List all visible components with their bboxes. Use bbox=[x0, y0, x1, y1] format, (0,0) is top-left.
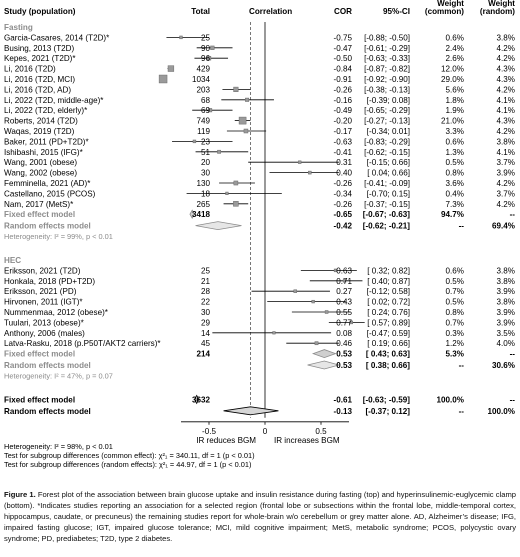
study-weight-random: 3.8% bbox=[496, 297, 515, 307]
study-total: 30 bbox=[200, 308, 210, 317]
study-total: 30 bbox=[200, 168, 210, 178]
study-weight-random: 4.3% bbox=[496, 64, 515, 74]
study-cor: 0.40 bbox=[336, 168, 352, 178]
study-ci: [ 0.04; 0.66] bbox=[367, 168, 410, 178]
header-cor: COR bbox=[334, 7, 352, 16]
study-ci: [-0.47; 0.59] bbox=[366, 328, 410, 338]
caption-label: Figure 1. bbox=[4, 490, 36, 499]
study-total: 18 bbox=[200, 189, 210, 199]
study-ci: [-0.92; -0.90] bbox=[364, 75, 410, 84]
study-weight-common: 1.3% bbox=[445, 147, 464, 157]
study-label: Anthony, 2006 (males) bbox=[4, 328, 85, 338]
study-cor: 0.63 bbox=[336, 266, 352, 276]
header-total: Total bbox=[191, 7, 210, 16]
study-cor: 0.46 bbox=[336, 339, 352, 349]
study-label: Baker, 2011 (PD+T2D)* bbox=[4, 137, 89, 147]
study-label: Garcia-Casares, 2014 (T2D)* bbox=[4, 33, 110, 43]
study-ci: [-0.70; 0.15] bbox=[366, 189, 410, 199]
point-estimate bbox=[234, 87, 239, 92]
study-label: Li, 2016 (T2D, AD) bbox=[4, 85, 72, 95]
study-ci: [-0.41; -0.09] bbox=[364, 179, 410, 188]
study-ci: [-0.37; -0.15] bbox=[364, 199, 410, 209]
study-label: Eriksson, 2021 (PD) bbox=[4, 287, 77, 297]
point-estimate bbox=[168, 66, 174, 72]
random-model-weight-common: -- bbox=[458, 406, 464, 416]
point-estimate bbox=[312, 300, 315, 303]
study-cor: 0.71 bbox=[336, 276, 352, 286]
study-weight-random: 4.2% bbox=[496, 43, 515, 53]
study-weight-random: 4.1% bbox=[496, 106, 515, 116]
study-label: Ishibashi, 2015 (IFG)* bbox=[4, 147, 83, 157]
study-total: 25 bbox=[200, 266, 210, 276]
study-label: Nummenmaa, 2012 (obese)* bbox=[4, 308, 108, 317]
study-total: 45 bbox=[200, 339, 210, 349]
footer-statistic: Test for subgroup differences (common effect): χ²₁ = 340.11, df = 1 (p < 0.01) bbox=[4, 450, 255, 460]
study-total: 265 bbox=[196, 199, 210, 209]
study-cor: -0.84 bbox=[333, 64, 352, 74]
footer-statistic: Heterogeneity: I² = 98%, p < 0.01 bbox=[4, 441, 113, 451]
study-total: 25 bbox=[200, 33, 210, 43]
fixed-model-cor: -0.61 bbox=[333, 395, 352, 405]
point-estimate bbox=[193, 140, 196, 143]
group-heterogeneity: Heterogeneity: I² = 47%, p = 0.07 bbox=[4, 371, 113, 381]
study-ci: [-0.62; -0.15] bbox=[364, 147, 410, 157]
random-model-label: Random effects model bbox=[4, 361, 91, 370]
header-correlation: Correlation bbox=[249, 7, 293, 16]
study-weight-common: 2.6% bbox=[445, 54, 464, 64]
study-total: 28 bbox=[200, 287, 210, 297]
study-total: 1034 bbox=[191, 75, 210, 84]
study-cor: -0.20 bbox=[333, 116, 352, 126]
study-weight-common: 0.7% bbox=[445, 287, 464, 297]
study-ci: [-0.27; -0.13] bbox=[364, 116, 410, 126]
point-estimate bbox=[315, 342, 318, 345]
study-weight-random: 3.9% bbox=[496, 318, 515, 328]
study-label: Kepes, 2021 (T2D)* bbox=[4, 54, 76, 64]
study-weight-common: 0.4% bbox=[445, 189, 464, 199]
study-ci: [ 0.32; 0.82] bbox=[367, 266, 410, 276]
random-model-label: Random effects model bbox=[4, 406, 91, 416]
study-ci: [ 0.40; 0.87] bbox=[367, 276, 410, 286]
study-weight-random: 4.2% bbox=[496, 179, 515, 188]
study-weight-common: 0.7% bbox=[445, 318, 464, 328]
study-ci: [-0.88; -0.50] bbox=[364, 33, 410, 43]
x-tick-label: 0.5 bbox=[315, 426, 327, 436]
figure-caption bbox=[4, 489, 516, 544]
point-estimate bbox=[308, 171, 311, 174]
random-effects-diamond bbox=[308, 361, 339, 369]
study-cor: -0.16 bbox=[333, 95, 352, 105]
study-label: Femminella, 2021 (AD)* bbox=[4, 179, 91, 188]
x-axis-label-left: IR reduces BGM bbox=[196, 435, 257, 445]
study-weight-random: 3.7% bbox=[496, 189, 515, 199]
fixed-model-weight-random: -- bbox=[509, 349, 515, 359]
study-weight-common: 0.6% bbox=[445, 33, 464, 43]
study-label: Eriksson, 2021 (T2D) bbox=[4, 266, 81, 276]
caption-text: Forest plot of the association between brain glucose uptake and insulin resistance during fasting (top) and hyperinsulinemic-euglycemic clamp (bottom). *Indicates studies reporting an association for a selected region (frontal lobe or subsections within the frontal lobe, middle-temporal cortex, hippocampus, caudate, or precuneus) the remaining studies report for whole-brain w/o cerebellum or grey matter alone. AD, Alzheimer’s disease; IFG, impaired fasting glucose; IGT, impaired glucose tolerance; MCI, mild cognitive impairment; MetS, metabolic syndrome; PCOS, polycystic ovary syndrome; PD, prediabetes; T2D, type 2 diabetes. bbox=[4, 490, 516, 543]
study-cor: 0.55 bbox=[336, 308, 352, 317]
study-ci: [-0.83; -0.29] bbox=[364, 137, 410, 147]
study-cor: -0.26 bbox=[333, 179, 352, 188]
study-cor: 0.43 bbox=[336, 297, 352, 307]
study-label: Li, 2022 (T2D, middle-age)* bbox=[4, 95, 104, 105]
study-weight-random: 3.9% bbox=[496, 287, 515, 297]
study-cor: -0.49 bbox=[333, 106, 352, 116]
random-model-weight-random: 69.4% bbox=[492, 221, 515, 231]
fixed-model-total: 3632 bbox=[191, 395, 210, 405]
study-weight-random: 4.0% bbox=[496, 339, 515, 349]
study-label: Li, 2022 (T2D, elderly)* bbox=[4, 106, 88, 116]
study-weight-common: 21.0% bbox=[441, 116, 464, 126]
study-ci: [ 0.57; 0.89] bbox=[367, 318, 410, 328]
study-label: Wang, 2001 (obese) bbox=[4, 158, 78, 168]
study-cor: -0.63 bbox=[333, 137, 352, 147]
study-weight-common: 0.8% bbox=[445, 168, 464, 178]
study-weight-random: 4.2% bbox=[496, 127, 515, 136]
study-total: 96 bbox=[200, 54, 210, 64]
study-cor: -0.26 bbox=[333, 85, 352, 95]
study-total: 20 bbox=[200, 158, 210, 168]
study-weight-common: 1.9% bbox=[445, 106, 464, 116]
study-total: 23 bbox=[200, 137, 210, 147]
study-weight-common: 2.4% bbox=[445, 43, 464, 53]
study-ci: [-0.34; 0.01] bbox=[366, 127, 410, 136]
header-weight-random: Weight bbox=[488, 0, 515, 8]
study-total: 749 bbox=[196, 116, 210, 126]
point-estimate bbox=[273, 331, 276, 334]
study-weight-random: 4.1% bbox=[496, 95, 515, 105]
random-model-cor: 0.53 bbox=[336, 361, 352, 370]
study-weight-common: 0.5% bbox=[445, 276, 464, 286]
header-weight-common-sub: (common) bbox=[424, 7, 464, 16]
study-weight-random: 3.8% bbox=[496, 33, 515, 43]
point-estimate bbox=[245, 98, 248, 101]
study-cor: -0.75 bbox=[333, 33, 352, 43]
point-estimate bbox=[226, 192, 229, 195]
study-total: 21 bbox=[200, 276, 210, 286]
study-weight-common: 7.3% bbox=[445, 199, 464, 209]
study-weight-random: 4.2% bbox=[496, 199, 515, 209]
study-cor: 0.08 bbox=[336, 328, 352, 338]
study-weight-random: 3.8% bbox=[496, 266, 515, 276]
x-tick-label: 0 bbox=[262, 426, 268, 436]
study-label: Castellano, 2015 (PCOS) bbox=[4, 189, 96, 199]
study-weight-random: 3.5% bbox=[496, 328, 515, 338]
study-weight-random: 3.7% bbox=[496, 158, 515, 168]
study-total: 51 bbox=[200, 147, 210, 157]
group-title: Fasting bbox=[4, 23, 33, 32]
study-weight-common: 3.3% bbox=[445, 127, 464, 136]
study-label: Busing, 2013 (T2D) bbox=[4, 43, 75, 53]
point-estimate bbox=[180, 36, 183, 39]
study-label: Nam, 2017 (MetS)* bbox=[4, 199, 74, 209]
point-estimate bbox=[325, 311, 328, 314]
study-label: Wang, 2002 (obese) bbox=[4, 168, 78, 178]
study-cor: -0.50 bbox=[333, 54, 352, 64]
footer-statistic: Test for subgroup differences (random effects): χ²₁ = 44.97, df = 1 (p < 0.01) bbox=[4, 459, 252, 469]
random-model-weight-random: 100.0% bbox=[487, 406, 515, 416]
random-model-cor: -0.13 bbox=[333, 406, 352, 416]
fixed-model-weight-common: 100.0% bbox=[436, 395, 464, 405]
study-cor: 0.27 bbox=[336, 287, 352, 297]
fixed-model-ci: [-0.67; -0.63] bbox=[362, 210, 410, 220]
study-weight-random: 3.9% bbox=[496, 168, 515, 178]
x-axis-label-right: IR increases BGM bbox=[273, 435, 340, 445]
study-weight-common: 0.5% bbox=[445, 297, 464, 307]
random-model-ci: [-0.62; -0.21] bbox=[362, 221, 410, 231]
study-ci: [-0.15; 0.66] bbox=[366, 158, 410, 168]
study-weight-common: 0.8% bbox=[445, 308, 464, 317]
x-tick-label: -0.5 bbox=[202, 426, 216, 436]
study-cor: -0.26 bbox=[333, 199, 352, 209]
header-ci: 95%-CI bbox=[383, 7, 410, 16]
random-effects-diamond bbox=[224, 407, 279, 415]
header-study: Study (population) bbox=[4, 7, 76, 16]
fixed-model-ci: [-0.63; -0.59] bbox=[362, 395, 410, 405]
group-title: HEC bbox=[4, 256, 22, 265]
study-label: Tuulari, 2013 (obese)* bbox=[4, 318, 84, 328]
header-weight-common: Weight bbox=[437, 0, 464, 8]
study-weight-common: 1.2% bbox=[445, 339, 464, 349]
point-estimate bbox=[159, 75, 167, 83]
fixed-model-weight-common: 5.3% bbox=[445, 349, 464, 359]
study-cor: -0.47 bbox=[333, 43, 352, 53]
study-cor: 0.31 bbox=[336, 158, 352, 168]
header-weight-random-sub: (random) bbox=[479, 7, 515, 16]
study-cor: 0.77 bbox=[336, 318, 352, 328]
fixed-model-label: Fixed effect model bbox=[4, 210, 76, 220]
fixed-model-total: 214 bbox=[196, 349, 210, 359]
study-weight-random: 4.3% bbox=[496, 75, 515, 84]
random-model-ci: [-0.37; 0.12] bbox=[365, 406, 410, 416]
study-weight-random: 4.3% bbox=[496, 116, 515, 126]
study-ci: [-0.12; 0.58] bbox=[366, 287, 410, 297]
study-total: 14 bbox=[200, 328, 210, 338]
point-estimate bbox=[234, 181, 238, 185]
study-label: Roberts, 2014 (T2D) bbox=[4, 116, 78, 126]
study-label: Hirvonen, 2011 (IGT)* bbox=[4, 297, 83, 307]
fixed-effect-diamond bbox=[313, 350, 335, 358]
random-model-cor: -0.42 bbox=[333, 221, 352, 231]
study-weight-random: 4.2% bbox=[496, 85, 515, 95]
study-cor: -0.17 bbox=[333, 127, 352, 136]
study-ci: [-0.63; -0.33] bbox=[364, 54, 410, 64]
study-total: 90 bbox=[200, 43, 210, 53]
study-ci: [-0.39; 0.08] bbox=[366, 95, 410, 105]
study-total: 29 bbox=[200, 318, 210, 328]
group-heterogeneity: Heterogeneity: I² = 99%, p < 0.01 bbox=[4, 232, 113, 241]
study-weight-common: 0.6% bbox=[445, 266, 464, 276]
fixed-model-weight-random: -- bbox=[509, 395, 515, 405]
study-total: 130 bbox=[196, 179, 210, 188]
study-total: 68 bbox=[200, 95, 210, 105]
study-total: 22 bbox=[200, 297, 210, 307]
study-label: Li, 2016 (T2D) bbox=[4, 64, 56, 74]
study-weight-common: 1.8% bbox=[445, 95, 464, 105]
point-estimate bbox=[211, 46, 215, 50]
random-model-weight-common: -- bbox=[458, 221, 464, 231]
study-weight-common: 0.3% bbox=[445, 328, 464, 338]
study-total: 203 bbox=[196, 85, 210, 95]
study-weight-random: 4.2% bbox=[496, 54, 515, 64]
study-total: 69 bbox=[200, 106, 210, 116]
study-ci: [-0.65; -0.29] bbox=[364, 106, 410, 116]
study-weight-random: 3.8% bbox=[496, 276, 515, 286]
study-cor: -0.91 bbox=[333, 75, 352, 84]
study-label: Latva-Rasku, 2018 (p.P50T/AKT2 carriers)* bbox=[4, 339, 161, 349]
random-model-weight-random: 30.6% bbox=[492, 361, 515, 370]
fixed-model-weight-common: 94.7% bbox=[441, 210, 464, 220]
study-ci: [ 0.19; 0.66] bbox=[367, 339, 410, 349]
study-weight-common: 29.0% bbox=[441, 75, 464, 84]
study-total: 119 bbox=[197, 127, 210, 136]
random-model-weight-common: -- bbox=[458, 361, 464, 370]
random-model-ci: [ 0.38; 0.66] bbox=[365, 361, 410, 370]
fixed-model-cor: 0.53 bbox=[336, 349, 352, 359]
point-estimate bbox=[244, 129, 248, 133]
study-ci: [-0.61; -0.29] bbox=[364, 43, 410, 53]
study-weight-common: 0.5% bbox=[445, 158, 464, 168]
study-label: Honkala, 2018 (PD+T2D) bbox=[4, 276, 96, 286]
study-weight-common: 12.0% bbox=[441, 64, 464, 74]
study-ci: [ 0.02; 0.72] bbox=[367, 297, 410, 307]
study-label: Li, 2016 (T2D, MCI) bbox=[4, 75, 76, 84]
study-weight-random: 3.9% bbox=[496, 308, 515, 317]
study-ci: [-0.38; -0.13] bbox=[364, 85, 410, 95]
fixed-model-ci: [ 0.43; 0.63] bbox=[365, 349, 410, 359]
point-estimate bbox=[217, 150, 220, 153]
study-total: 429 bbox=[196, 64, 210, 74]
fixed-model-total: 3418 bbox=[191, 210, 210, 220]
point-estimate bbox=[233, 201, 238, 206]
study-cor: -0.34 bbox=[333, 189, 352, 199]
fixed-model-weight-random: -- bbox=[509, 210, 515, 220]
study-label: Waqas, 2019 (T2D) bbox=[4, 127, 75, 136]
point-estimate bbox=[239, 117, 246, 124]
fixed-model-label: Fixed effect model bbox=[4, 395, 76, 405]
fixed-model-cor: -0.65 bbox=[333, 210, 352, 220]
random-effects-diamond bbox=[196, 222, 242, 230]
study-weight-common: 0.6% bbox=[445, 137, 464, 147]
study-weight-random: 3.8% bbox=[496, 137, 515, 147]
fixed-model-label: Fixed effect model bbox=[4, 349, 76, 359]
study-weight-common: 5.6% bbox=[445, 85, 464, 95]
study-weight-common: 3.6% bbox=[445, 179, 464, 188]
random-model-label: Random effects model bbox=[4, 221, 91, 231]
point-estimate bbox=[294, 290, 297, 293]
study-cor: -0.41 bbox=[333, 147, 352, 157]
study-ci: [-0.87; -0.82] bbox=[364, 64, 410, 74]
point-estimate bbox=[298, 161, 301, 164]
study-ci: [ 0.24; 0.76] bbox=[367, 308, 410, 317]
study-weight-random: 4.1% bbox=[496, 147, 515, 157]
